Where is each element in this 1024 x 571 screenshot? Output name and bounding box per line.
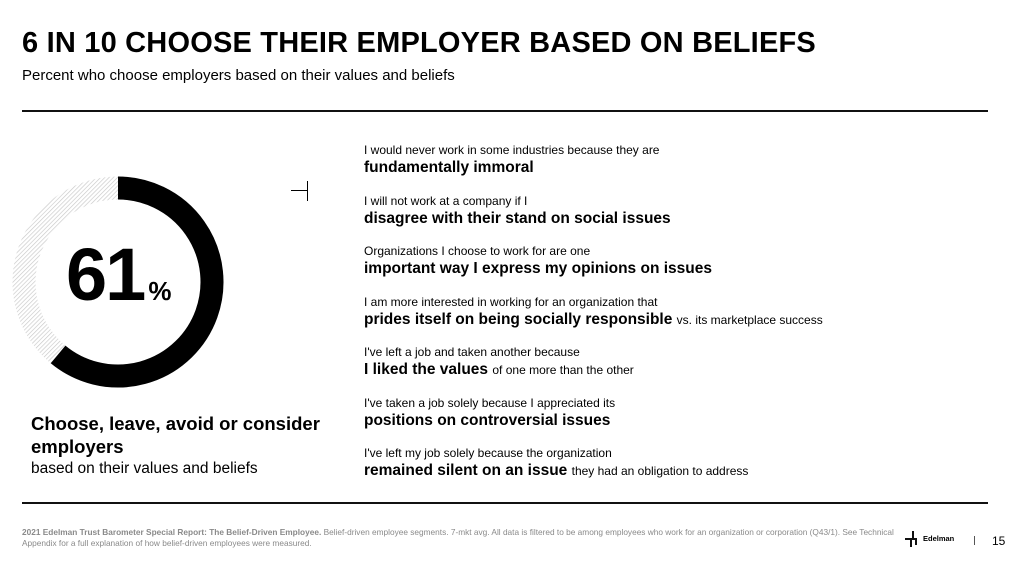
statement-emphasis: prides itself on being socially responsible xyxy=(364,310,673,328)
statement-lead: I would never work in some industries because they are xyxy=(364,143,660,157)
footnote xyxy=(22,527,902,549)
footer-separator xyxy=(974,536,975,545)
statement-emphasis: positions on controversial issues xyxy=(364,411,611,429)
statement-lead: Organizations I choose to work for are one xyxy=(364,244,591,258)
percentage-unit: % xyxy=(148,276,172,306)
stat-caption-bold: Choose, leave, avoid or consider employers xyxy=(31,413,320,457)
footnote-source: 2021 Edelman Trust Barometer Special Report: The Belief-Driven Employee. xyxy=(22,527,322,537)
page-title: 6 IN 10 CHOOSE THEIR EMPLOYER BASED ON BELIEFS xyxy=(22,27,816,59)
stat-caption-regular: based on their values and beliefs xyxy=(31,460,258,477)
statement-emphasis: I liked the values xyxy=(364,361,489,378)
statement-tail: they had an obligation to address xyxy=(571,464,749,478)
top-divider xyxy=(22,110,988,112)
statement-tail: of one more than the other xyxy=(492,363,634,377)
statement-item xyxy=(364,143,964,194)
statement-tail: vs. its marketplace success xyxy=(676,312,823,327)
statement-item xyxy=(364,244,964,295)
big-percentage xyxy=(66,233,172,316)
statement-item xyxy=(364,446,964,497)
statement-emphasis: remained silent on an issue xyxy=(364,462,568,479)
statement-item xyxy=(364,396,964,447)
page-number: 15 xyxy=(992,534,1006,548)
statement-lead: I've left a job and taken another because xyxy=(364,345,580,359)
statement-lead: I will not work at a company if I xyxy=(364,193,528,208)
edelman-logo-icon xyxy=(903,528,923,548)
bottom-divider xyxy=(22,502,988,504)
statement-lead: I've left my job solely because the organization xyxy=(364,446,612,460)
statement-item xyxy=(364,345,964,396)
statement-list xyxy=(364,143,964,497)
statement-item xyxy=(364,194,964,245)
page-subtitle: Percent who choose employers based on their values and beliefs xyxy=(22,67,455,84)
statement-lead: I've taken a job solely because I appreciated its xyxy=(364,395,616,410)
stat-caption xyxy=(31,412,331,480)
statement-emphasis: disagree with their stand on social issues xyxy=(364,209,671,227)
statement-lead: I am more interested in working for an organization that xyxy=(364,294,658,309)
brand-logo xyxy=(903,528,963,550)
footnote-note: Belief-driven employee segments. 7-mkt avg. All data is filtered to be among employees who work for an organization or corporation (Q43/1). See Technical Appendix for a full explanation of how belief-driven employees were measured. xyxy=(22,527,894,548)
statement-item xyxy=(364,295,964,346)
brand-name: Edelman xyxy=(923,534,955,543)
statement-emphasis: important way I express my opinions on issues xyxy=(364,260,712,277)
bracket-marker xyxy=(291,181,309,201)
percentage-value: 61 xyxy=(66,233,145,316)
statement-emphasis: fundamentally immoral xyxy=(364,159,534,176)
